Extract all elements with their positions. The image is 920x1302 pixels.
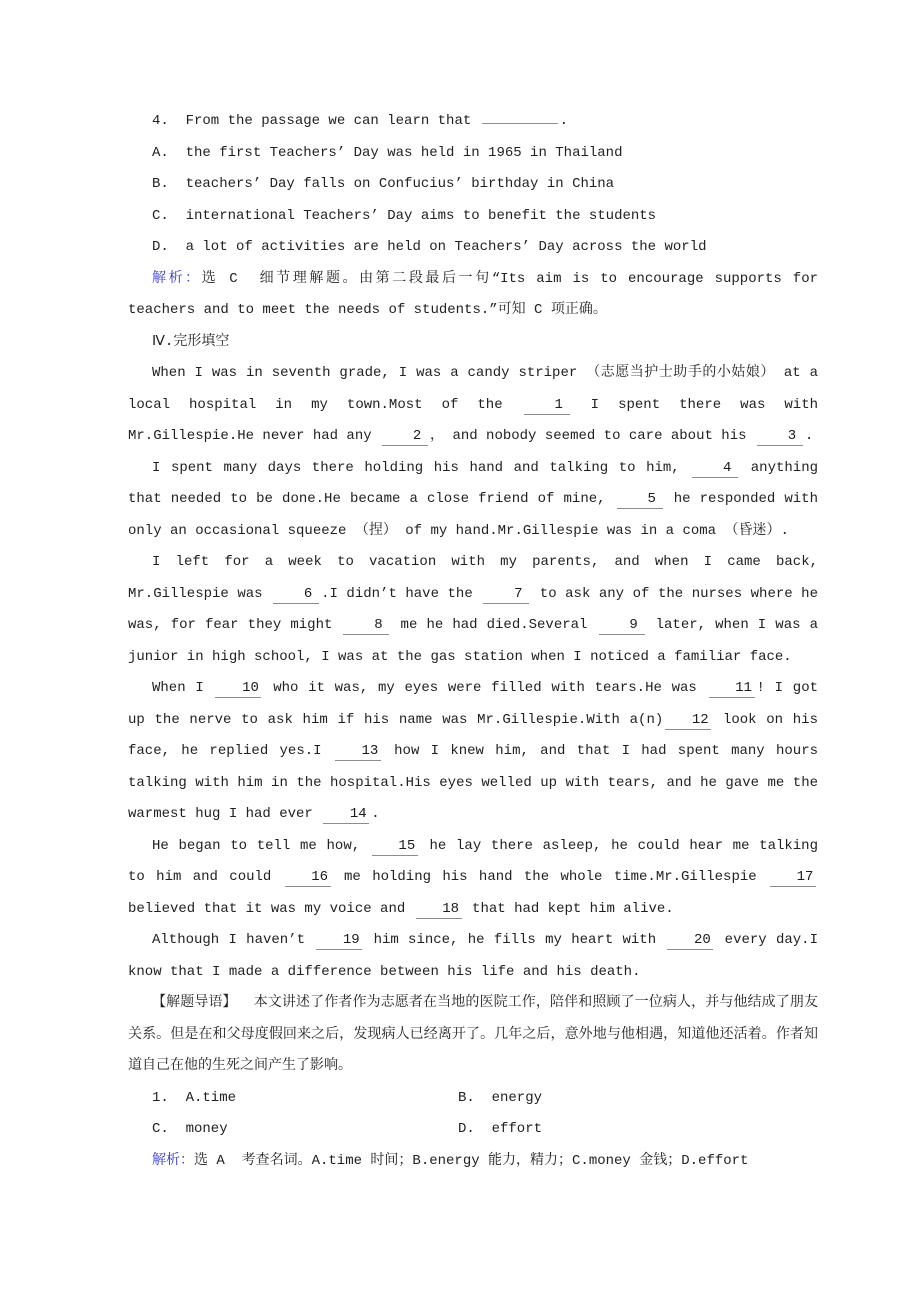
question-1-options-row-2: [128, 1114, 818, 1146]
text-segment: how I knew him, and that I had spent many hours talking with him in the hospital.His eyes welled up with tears, and he gave me the warmest hug I had ever: [128, 743, 819, 822]
guide-text: 本文讲述了作者作为志愿者在当地的医院工作，陪伴和照顾了一位病人，并与他结成了朋友关系。但是在和父母度假回来之后，发现病人已经离开了。几年之后，意外地与他相遇，知道他还活着。作者知道自己在他的生死之间产生了影响。: [128, 995, 818, 1074]
blank-4: 4: [692, 460, 738, 478]
cloze-paragraph-1: [128, 358, 818, 453]
blank-14: 14: [323, 806, 369, 824]
blank-6: 6: [273, 586, 319, 604]
blank-3: 3: [757, 428, 803, 446]
blank-10: 10: [215, 680, 261, 698]
text-segment: .I didn’t have the: [321, 585, 482, 602]
text-segment: to ask any of the nurses where he was, for fear they might: [128, 585, 818, 633]
question-4-stem: [128, 106, 818, 138]
text-segment: anything that needed to be done.He became a close friend of mine,: [128, 459, 818, 507]
blank-19: 19: [316, 932, 362, 950]
blank-18: 18: [416, 901, 462, 919]
question-1-option-a: 1. A.time: [152, 1089, 237, 1106]
cloze-paragraph-4: [128, 673, 818, 831]
blank-13: 13: [335, 743, 381, 761]
question-1-options-row-1: [128, 1083, 818, 1115]
text-segment: he lay there asleep, he could hear me talking to him and could: [128, 837, 818, 885]
question-4-analysis: [128, 264, 818, 327]
question-1-option-b: B. energy: [458, 1089, 543, 1106]
text-segment: believed that it was my voice and: [128, 900, 414, 917]
text-segment: .: [804, 428, 814, 444]
cloze-paragraph-5: [128, 831, 818, 926]
analysis-label: 解析：: [152, 1152, 194, 1169]
text-segment: He began to tell me how,: [152, 837, 370, 854]
question-4-option-d: D. a lot of activities are held on Teachers’ Day across the world: [152, 239, 707, 255]
cloze-paragraph-2: [128, 453, 818, 548]
text-segment: me holding his hand the whole time.Mr.Gillespie: [332, 869, 769, 885]
document-page: [128, 106, 818, 1177]
blank-17: 17: [770, 869, 816, 887]
text-segment: every day.I know that I made a difference between his life and his death.: [128, 932, 818, 980]
blank-5: 5: [617, 491, 663, 509]
text-segment: Although I haven’t: [152, 932, 315, 948]
text-segment: When I was in seventh grade, I was a candy striper （志愿当护士助手的小姑娘） at a local hospital in my town.Most of the: [128, 365, 818, 413]
question-4-option-a: A. the first Teachers’ Day was held in 1965 in Thailand: [152, 144, 623, 161]
text-segment: look on his face, he replied yes.I: [128, 711, 818, 759]
guide-label: 【解题导语】: [152, 995, 237, 1011]
text-segment: I spent there was with Mr.Gillespie.He never had any: [128, 396, 818, 444]
blank-11: 11: [709, 680, 755, 698]
text-segment: ! I got up the nerve to ask him if his name was Mr.Gillespie.With a(n): [128, 680, 818, 728]
blank-20: 20: [667, 932, 713, 950]
analysis-label: 解析：: [152, 270, 202, 287]
text-segment: When I: [152, 680, 214, 696]
blank-1: 1: [524, 397, 570, 415]
blank-8: 8: [343, 617, 389, 635]
text-segment: .: [371, 806, 380, 822]
text-segment: who it was, my eyes were filled with tears.He was: [263, 680, 707, 696]
text-segment: later, when I was a junior in high school, I was at the gas station when I noticed a familiar face.: [128, 617, 818, 665]
text-segment: me he had died.Several: [391, 617, 597, 633]
text-segment: I spent many days there holding his hand and talking to him,: [152, 459, 691, 476]
analysis-text: 选 A 考查名词。A.time 时间；B.energy 能力，精力；C.money 金钱；D.effort: [194, 1152, 749, 1169]
question-4-stem-text: 4. From the passage we can learn that: [152, 113, 480, 129]
blank-7: 7: [483, 586, 529, 604]
text-segment: him since, he fills my heart with: [364, 932, 666, 948]
question-1-analysis: [128, 1146, 818, 1178]
text-segment: he responded with only an occasional squeeze （捏） of my hand.Mr.Gillespie was in a coma （昏迷）.: [128, 491, 818, 539]
text-segment: I left for a week to vacation with my parents, and when I came back, Mr.Gillespie was: [128, 554, 818, 602]
analysis-text: 选 C 细节理解题。由第二段最后一句“Its aim is to encourage supports for teachers and to meet the needs of students.”可知 C 项正确。: [128, 270, 818, 318]
blank-12: 12: [665, 712, 711, 730]
blank-2: 2: [382, 428, 428, 446]
section-title-cloze: Ⅳ.完形填空: [152, 333, 230, 350]
question-4-option-c: C. international Teachers’ Day aims to benefit the students: [152, 207, 657, 224]
guide-paragraph: [128, 988, 818, 1083]
answer-blank: [482, 106, 558, 124]
cloze-paragraph-3: [128, 547, 818, 673]
blank-15: 15: [372, 838, 418, 856]
question-4-option-b: B. teachers’ Day falls on Confucius’ birthday in China: [152, 176, 615, 192]
question-1-option-c: C. money: [152, 1121, 228, 1137]
cloze-paragraph-6: [128, 925, 818, 988]
text-segment: that had kept him alive.: [463, 900, 674, 917]
blank-9: 9: [599, 617, 645, 635]
blank-16: 16: [285, 869, 331, 887]
text-segment: ， and nobody seemed to care about his: [430, 428, 755, 444]
question-1-option-d: D. effort: [458, 1121, 543, 1137]
question-4-stem-period: .: [559, 113, 569, 129]
